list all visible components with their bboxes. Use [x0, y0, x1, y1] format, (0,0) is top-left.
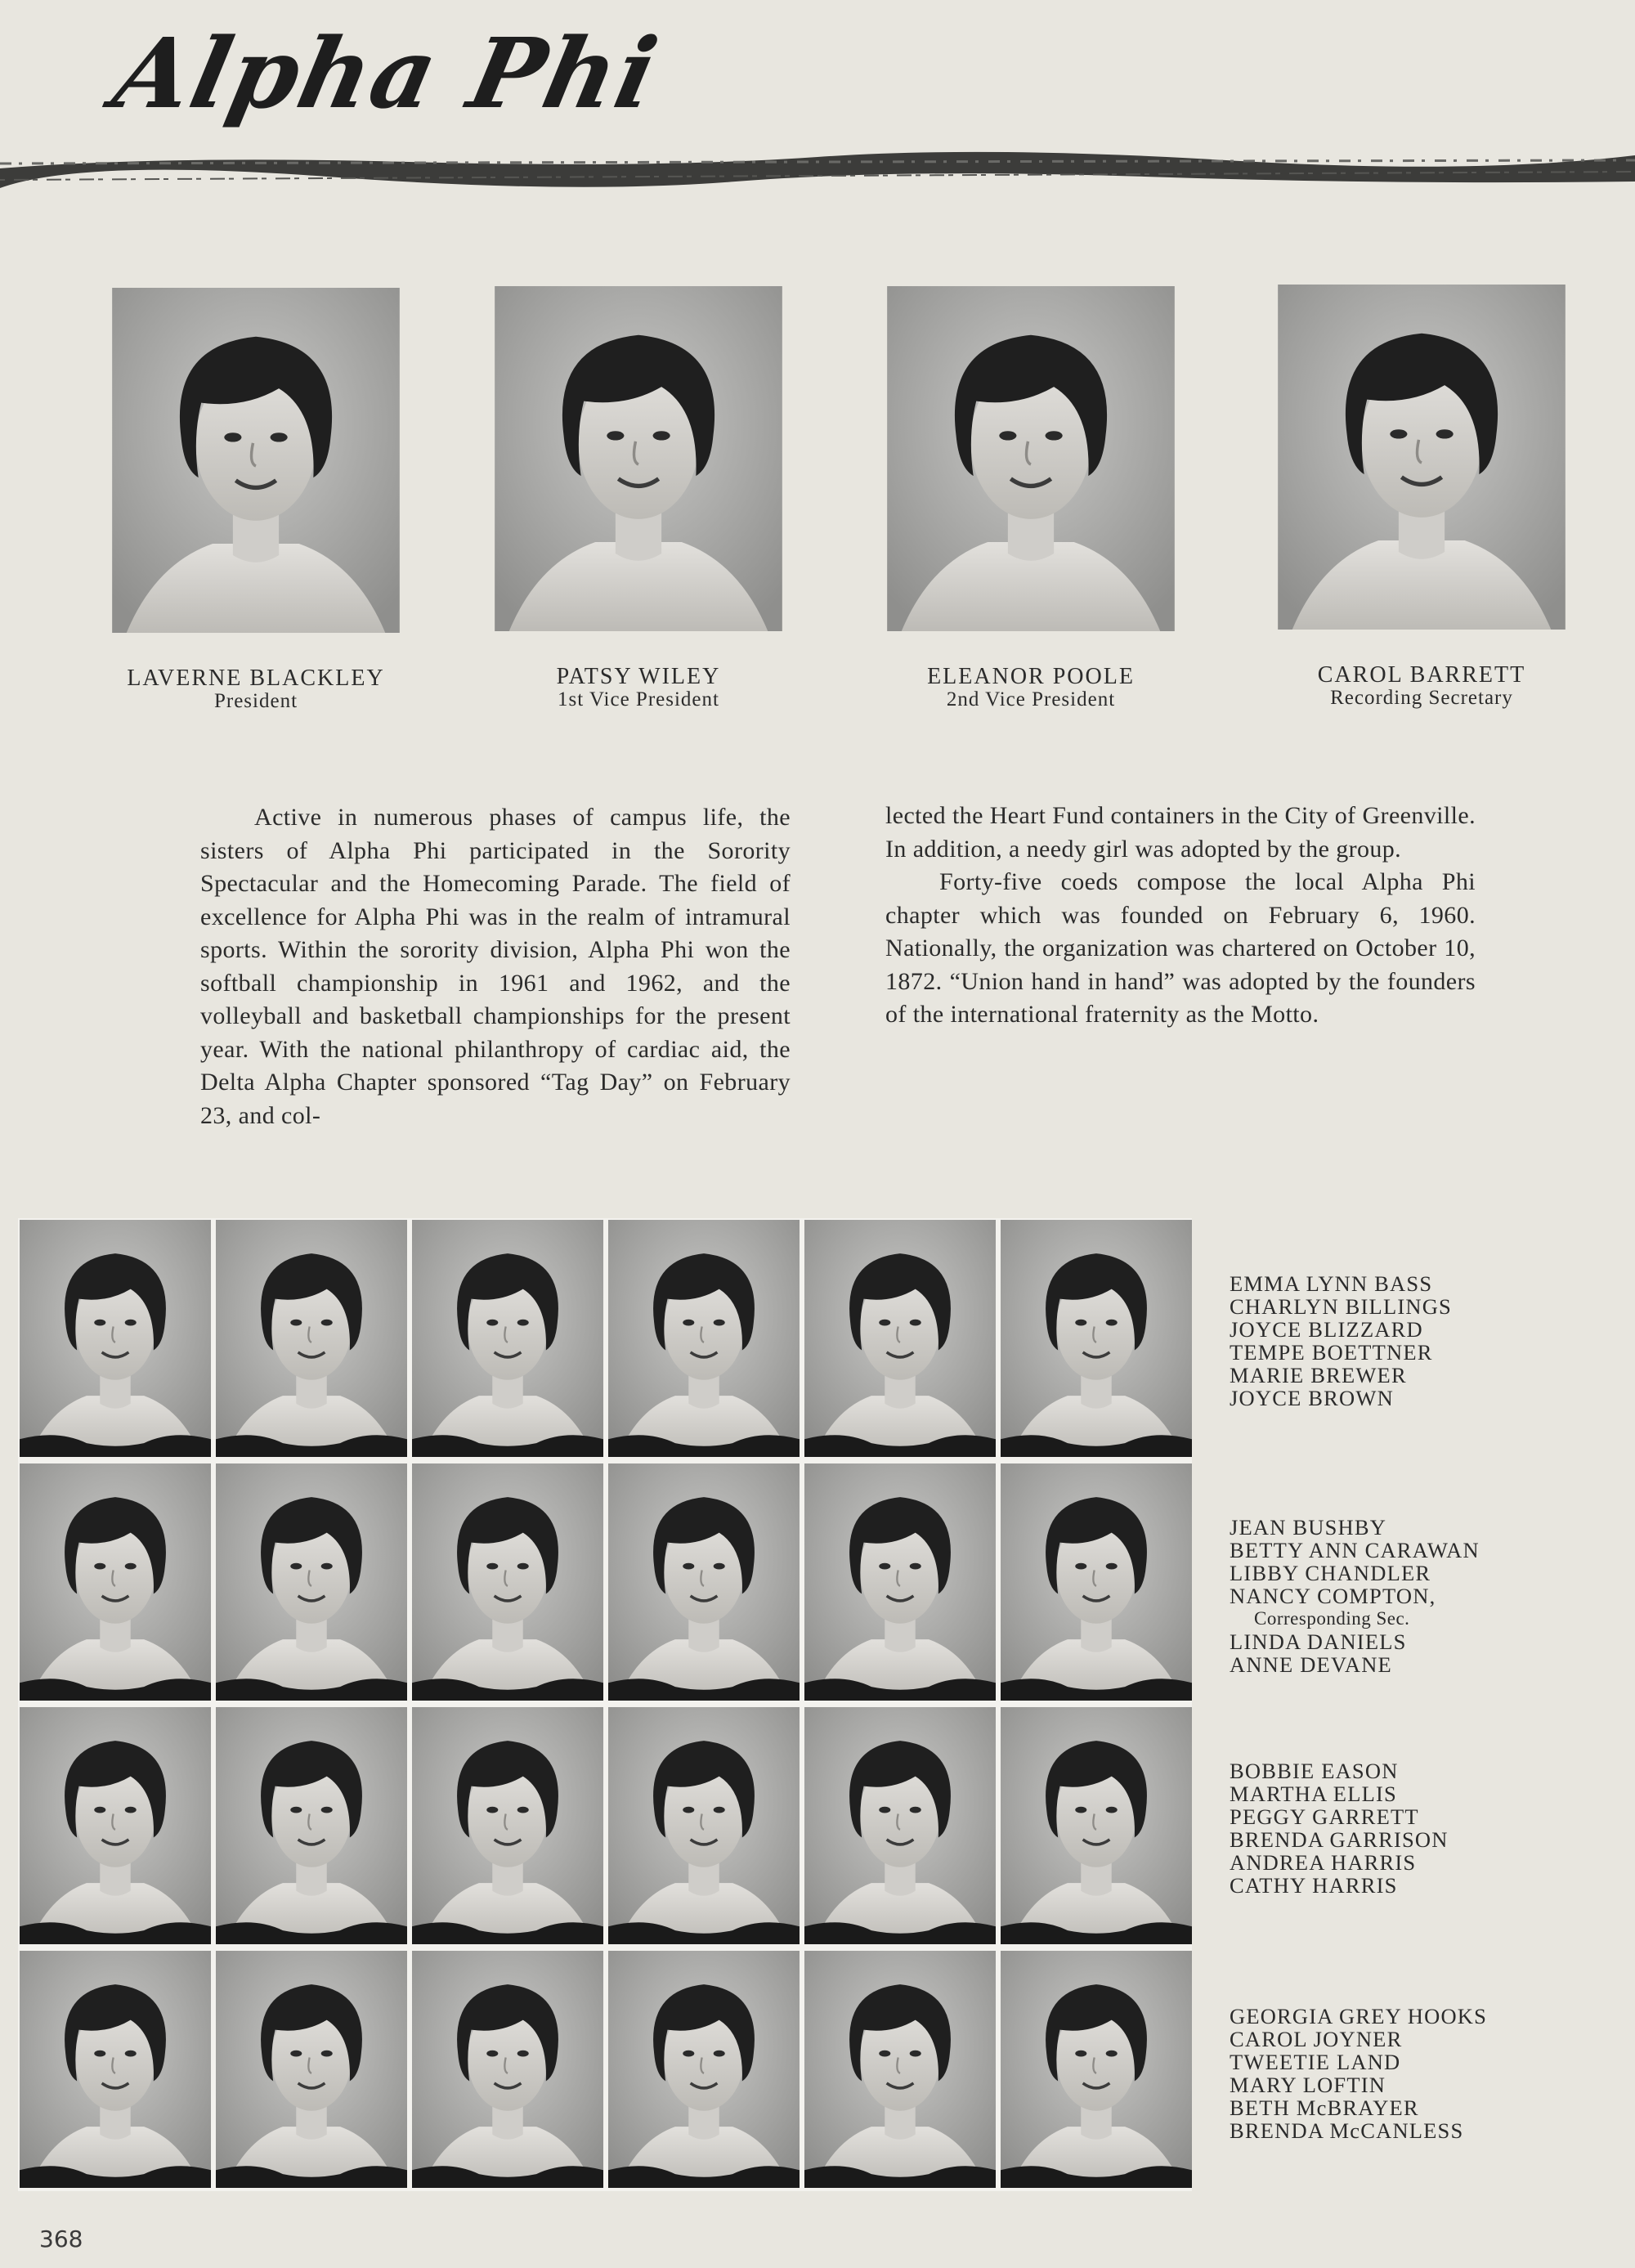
- officer-role: Recording Secretary: [1330, 687, 1513, 709]
- body-column-left: [200, 801, 791, 1132]
- body-paragraph: lected the Heart Fund containers in the City of Greenville. In addition, a needy girl was adopted by the group.: [885, 802, 1476, 863]
- member-portrait: [608, 1220, 800, 1457]
- body-paragraph: Active in numerous phases of campus life, the sisters of Alpha Phi participated in the Sorority Spectacular and the Homecoming Parade. The field of excellence for Alpha Phi was in the realm of intramural sports. Within the sorority division, Alpha Phi won the softball championship in 1961 and 1962, and the volleyball and basketball championships for the present year. With the national philanthropy of cardiac aid, the Delta Alpha Chapter sponsored “Tag Day” on February 23, and col-: [200, 804, 791, 1129]
- member-name: LIBBY CHANDLER: [1230, 1561, 1431, 1585]
- member-name: ANNE DEVANE: [1230, 1652, 1392, 1677]
- member-name: MARY LOFTIN: [1230, 2073, 1386, 2097]
- member-name: JEAN BUSHBY: [1230, 1515, 1387, 1540]
- officer-card: [489, 286, 788, 710]
- member-name: PEGGY GARRETT: [1230, 1804, 1419, 1829]
- member-portrait: [804, 1463, 996, 1701]
- member-name: EMMA LYNN BASS: [1230, 1271, 1433, 1296]
- officer-name: PATSY WILEY: [556, 664, 721, 689]
- officer-name: CAROL BARRETT: [1317, 662, 1526, 688]
- member-names-row-3: [1230, 1759, 1449, 1897]
- body-paragraph: Forty-five coeds compose the local Alpha Phi chapter which was founded on February 6, 1960. Nationally, the organization was chartered on October 10, 1872. “Union hand in hand” was adopted by the founders of the international fraternity as the Motto.: [885, 868, 1476, 1028]
- member-portrait: [804, 1951, 996, 2188]
- officer-role: President: [213, 690, 298, 712]
- member-portrait: [804, 1220, 996, 1457]
- member-name: BOBBIE EASON: [1230, 1759, 1399, 1783]
- member-portrait: [412, 1463, 603, 1701]
- member-name: BETTY ANN CARAWAN: [1230, 1538, 1480, 1562]
- member-portrait: [804, 1707, 996, 1944]
- member-name: JOYCE BROWN: [1230, 1386, 1394, 1410]
- member-portrait: [1001, 1463, 1192, 1701]
- member-portrait: [1001, 1220, 1192, 1457]
- officer-name: ELEANOR POOLE: [927, 664, 1135, 689]
- officer-role: 1st Vice President: [558, 688, 719, 710]
- member-names-row-2: [1230, 1516, 1480, 1676]
- member-name: BRENDA GARRISON: [1230, 1827, 1449, 1852]
- portrait-photo: [1272, 285, 1571, 630]
- member-name: TEMPE BOETTNER: [1230, 1340, 1433, 1365]
- officer-card: [106, 288, 405, 712]
- officer-card: [881, 286, 1180, 710]
- member-name: TWEETIE LAND: [1230, 2050, 1401, 2074]
- member-name: GEORGIA GREY HOOKS: [1230, 2004, 1488, 2028]
- member-portrait: [608, 1463, 800, 1701]
- member-name: JOYCE BLIZZARD: [1230, 1317, 1423, 1342]
- member-name: ANDREA HARRIS: [1230, 1850, 1417, 1875]
- portrait-photo: [489, 286, 788, 631]
- page-number: 368: [39, 2225, 83, 2252]
- portrait-photo: [106, 288, 405, 633]
- member-portrait: [20, 1707, 211, 1944]
- member-photo-grid: [18, 1218, 1192, 2191]
- member-portrait: [216, 1220, 407, 1457]
- member-name: MARTHA ELLIS: [1230, 1782, 1397, 1806]
- member-portrait: [20, 1220, 211, 1457]
- member-portrait: [216, 1463, 407, 1701]
- member-portrait: [412, 1707, 603, 1944]
- member-name: BETH McBRAYER: [1230, 2095, 1419, 2120]
- member-portrait: [412, 1951, 603, 2188]
- member-name: CAROL JOYNER: [1230, 2027, 1403, 2051]
- member-portrait: [20, 1951, 211, 2188]
- member-portrait: [412, 1220, 603, 1457]
- member-names-row-1: [1230, 1272, 1452, 1410]
- member-portrait: [1001, 1951, 1192, 2188]
- officer-name: LAVERNE BLACKLEY: [127, 666, 385, 691]
- member-portrait: [20, 1463, 211, 1701]
- officer-card: [1272, 285, 1571, 709]
- portrait-photo: [881, 286, 1180, 631]
- member-name: CHARLYN BILLINGS: [1230, 1294, 1452, 1319]
- member-names-row-4: [1230, 2005, 1487, 2142]
- member-portrait: [608, 1707, 800, 1944]
- member-name: LINDA DANIELS: [1230, 1629, 1407, 1654]
- member-portrait: [216, 1951, 407, 2188]
- page-title: Alpha Phi: [105, 16, 669, 130]
- member-name: MARIE BREWER: [1230, 1363, 1407, 1387]
- member-portrait: [1001, 1707, 1192, 1944]
- body-column-right: [885, 800, 1476, 1032]
- member-name: BRENDA McCANLESS: [1230, 2118, 1464, 2143]
- member-portrait: [216, 1707, 407, 1944]
- brush-stroke-divider: [0, 144, 1635, 190]
- member-office-note: Corresponding Sec.: [1254, 1608, 1410, 1629]
- member-portrait: [608, 1951, 800, 2188]
- officer-role: 2nd Vice President: [946, 688, 1116, 710]
- member-name: CATHY HARRIS: [1230, 1873, 1398, 1898]
- member-name: NANCY COMPTON,: [1230, 1584, 1436, 1608]
